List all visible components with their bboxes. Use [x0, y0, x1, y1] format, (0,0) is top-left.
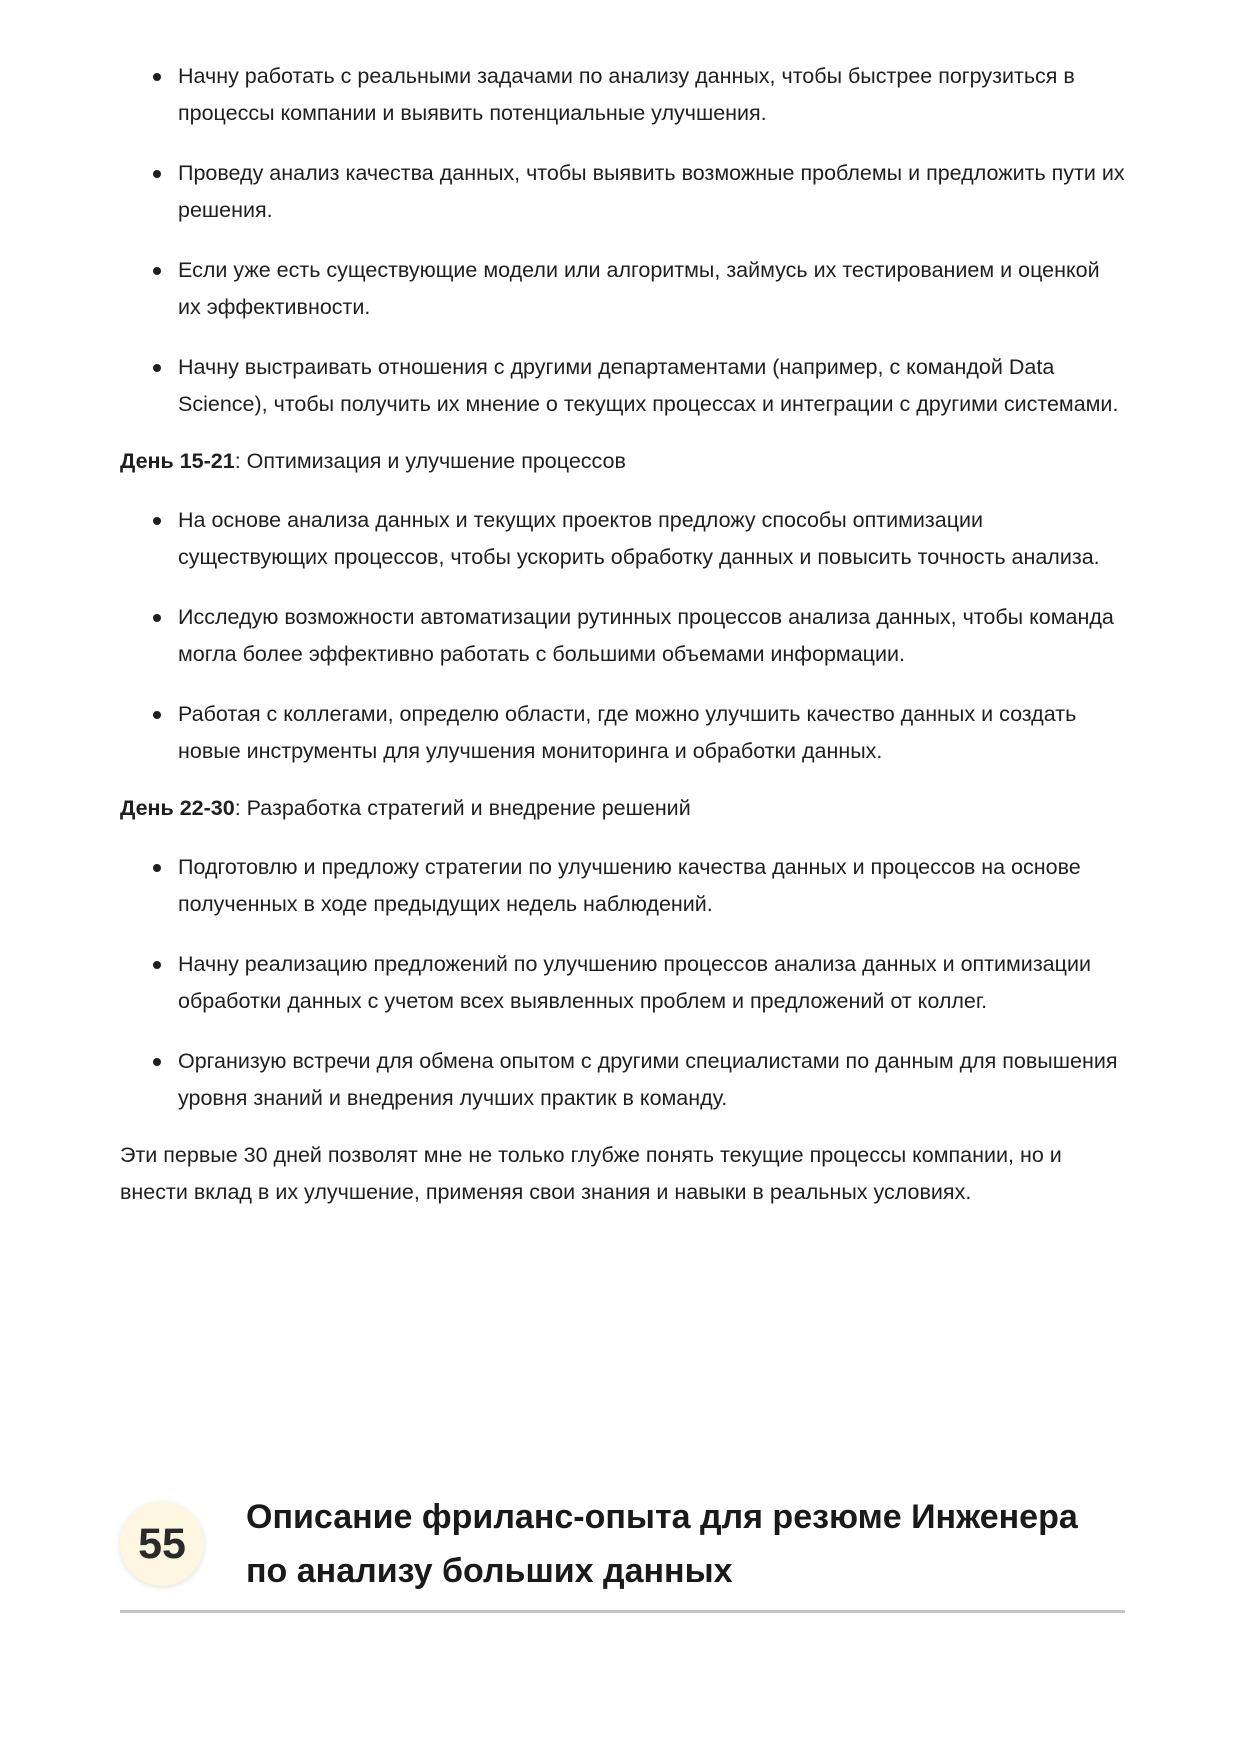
bullet-list-days-15-21 [120, 502, 1125, 770]
list-item [120, 599, 1125, 673]
bullet-icon [153, 1058, 161, 1066]
bullet-icon [153, 711, 161, 719]
list-item-text: Начну работать с реальными задачами по анализу данных, чтобы быстрее погрузиться в процессы компании и выявить потенциальные улучшения. [178, 64, 1075, 125]
day-15-21-heading [120, 443, 1125, 480]
bullet-icon [153, 170, 161, 178]
section-number-badge: 55 [120, 1502, 204, 1586]
day-label: День 22-30 [120, 796, 235, 820]
list-item [120, 696, 1125, 770]
document-body [120, 58, 1125, 1211]
bullet-icon [153, 961, 161, 969]
list-item-text: Подготовлю и предложу стратегии по улучшению качества данных и процессов на основе полученных в ходе предыдущих недель наблюдений. [178, 855, 1081, 916]
list-item-text: Проведу анализ качества данных, чтобы выявить возможные проблемы и предложить пути их решения. [178, 161, 1125, 222]
list-item-text: На основе анализа данных и текущих проектов предложу способы оптимизации существующих процессов, чтобы ускорить обработку данных и повысить точность анализа. [178, 508, 1100, 569]
list-item-text: Исследую возможности автоматизации рутинных процессов анализа данных, чтобы команда могла более эффективно работать с большими объемами информации. [178, 605, 1114, 666]
list-item [120, 849, 1125, 923]
list-item-text: Работая с коллегами, определю области, где можно улучшить качество данных и создать новые инструменты для улучшения мониторинга и обработки данных. [178, 702, 1077, 763]
list-item [120, 252, 1125, 326]
day-description: : Разработка стратегий и внедрение решений [234, 796, 691, 820]
list-item-text: Если уже есть существующие модели или алгоритмы, займусь их тестированием и оценкой их эффективности. [178, 258, 1100, 319]
day-label: День 15-21 [120, 449, 235, 473]
bullet-icon [153, 517, 161, 525]
bullet-list-days-22-30 [120, 849, 1125, 1117]
bullet-list-days-8-14 [120, 58, 1125, 423]
bullet-icon [153, 614, 161, 622]
bullet-icon [153, 267, 161, 275]
bullet-icon [153, 364, 161, 372]
list-item [120, 155, 1125, 229]
day-description: : Оптимизация и улучшение процессов [234, 449, 626, 473]
list-item [120, 1043, 1125, 1117]
section-header [120, 1490, 1125, 1613]
bullet-icon [153, 73, 161, 81]
list-item [120, 502, 1125, 576]
bullet-icon [153, 864, 161, 872]
list-item [120, 349, 1125, 423]
day-22-30-heading [120, 790, 1125, 827]
closing-paragraph: Эти первые 30 дней позволят мне не только глубже понять текущие процессы компании, но и внести вклад в их улучшение, применяя свои знания и навыки в реальных условиях. [120, 1143, 1062, 1204]
section-title: Описание фриланс-опыта для резюме Инженера по анализу больших данных [246, 1498, 1078, 1590]
list-item [120, 58, 1125, 132]
list-item [120, 946, 1125, 1020]
list-item-text: Начну выстраивать отношения с другими департаментами (например, с командой Data Science), чтобы получить их мнение о текущих процессах и интеграции с другими системами. [178, 355, 1119, 416]
list-item-text: Начну реализацию предложений по улучшению процессов анализа данных и оптимизации обработки данных с учетом всех выявленных проблем и предложений от коллег. [178, 952, 1091, 1013]
list-item-text: Организую встречи для обмена опытом с другими специалистами по данным для повышения уровня знаний и внедрения лучших практик в команду. [178, 1049, 1118, 1110]
